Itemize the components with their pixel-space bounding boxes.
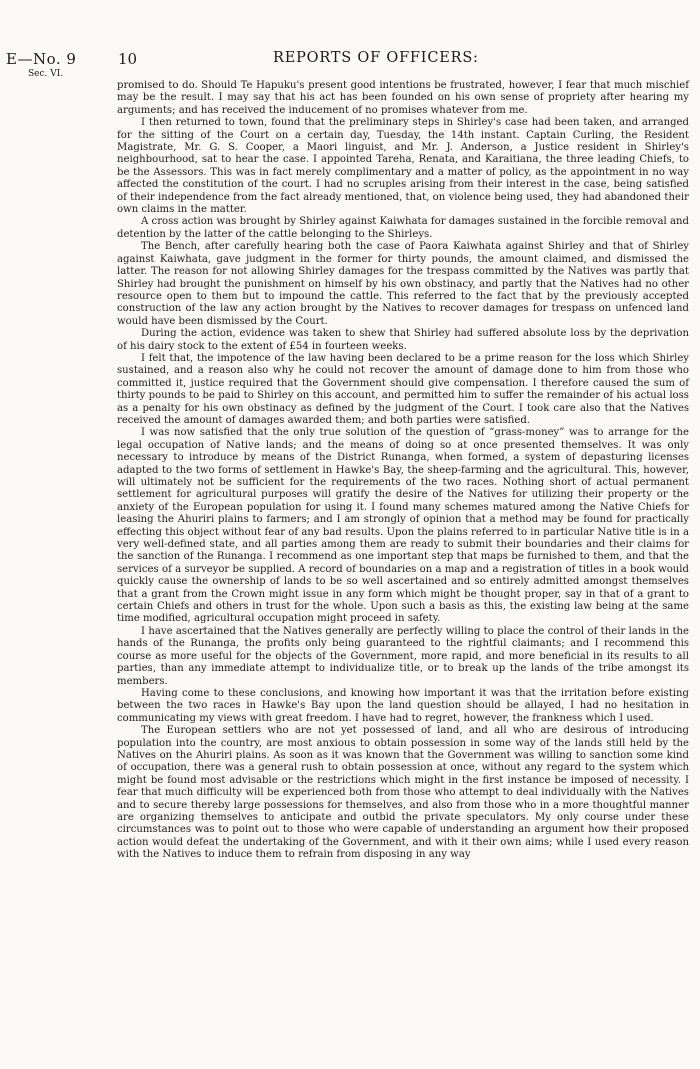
paragraph: Having come to these conclusions, and knowing how important it was that the irritation before existing between the two races in Hawke's Bay upon the land question should be allayed, I had no hesitation in communicating my views with great freedom. I have had to regret, however, the frankness which I used. xyxy=(117,687,689,724)
section-reference: Sec. VI. xyxy=(28,69,64,79)
running-title: REPORTS OF OFFICERS: xyxy=(273,50,479,66)
paragraph: The Bench, after carefully hearing both the case of Paora Kaiwhata against Shirley and that of Shirley against Kaiwhata, gave judgment in the former for thirty pounds, the amount claimed, and dismissed the latter. The reason for not allowing Shirley damages for the trespass committed by the Natives was partly that Shirley had brought the punishment on himself by his own obstinacy, and partly that the Natives had no other resource open to them but to impound the cattle. This referred to the fact that by the previously accepted construction of the law any action brought by the Natives to recover damages for trespass on unfenced land would have been dismissed by the Court. xyxy=(117,241,689,327)
document-reference: E—No. 9 xyxy=(6,50,77,68)
paragraph: I was now satisfied that the only true solution of the question of “grass-money” was to arrange for the legal occupation of Native lands; and the means of doing so at once presented themselves. It was only necessary to introduce by means of the District Runanga, when formed, a system of depasturing licenses adapted to the two forms of settlement in Hawke's Bay, the sheep-farming and the agricultural. This, however, will ultimately not be sufficient for the requirements of the two races. Nothing short of actual permanent settlement for agricultural purposes will gratify the desire of the Natives for utilizing their property or the anxiety of the European population for using it. I found many schemes matured among the Native Chiefs for leasing the Ahuriri plains to farmers; and I am strongly of opinion that a method may be found for practically effecting this object without fear of any bad results. Upon the plains referred to in particular Native title is in a very well-defined state, and all parties among them are ready to submit their boundaries and their claims for the sanction of the Runanga. I recommend as one important step that maps be furnished to them, and that the services of a surveyor be supplied. A record of boundaries on a map and a registration of titles in a book would quickly cause the ownership of lands to be so well ascertained and so entirely admitted amongst themselves that a grant from the Crown might issue in any form which might be thought proper, say in that of a grant to certain Chiefs and others in trust for the whole. Upon such a basis as this, the existing law being at the same time modified, agricultural occupation might proceed in safety. xyxy=(117,427,689,625)
paragraph: The European settlers who are not yet possessed of land, and all who are desirous of introducing population into the country, are most anxious to obtain possession in some way of the lands still held by the Natives on the Ahuriri plains. As soon as it was known that the Government was willing to sanction some kind of occupation, there was a general rush to obtain possession at once, without any regard to the system which might be found most advisable or the restrictions which might in the first instance be imposed of necessity. I fear that much difficulty will be experienced both from those who attempt to deal individually with the Natives and to secure thereby large possessions for themselves, and also from those who in a more thoughtful manner are organizing themselves to anticipate and outbid the private speculators. My only course under these circumstances was to point out to those who were capable of understanding an argument how their proposed action would defeat the undertaking of the Government, and with it their own aims; while I used every reason with the Natives to induce them to refrain from disposing in any way xyxy=(117,725,689,861)
page-number: 10 xyxy=(118,50,138,68)
report-body xyxy=(117,80,689,862)
paragraph: promised to do. Should Te Hapuku's present good intentions be frustrated, however, I fear that much mischief may be the result. I may say that his act has been founded on his own sense of propriety after hearing my arguments; and has received the inducement of no promises whatever from me. xyxy=(117,80,689,116)
paragraph: I then returned to town, found that the preliminary steps in Shirley's case had been taken, and arranged for the sitting of the Court on a certain day, Tuesday, the 14th instant. Captain Curling, the Resident Magistrate, Mr. G. S. Cooper, a Maori linguist, and Mr. J. Anderson, a Justice resident in Shirley's neighbourhood, sat to hear the case. I appointed Tareha, Renata, and Karaitiana, the three leading Chiefs, to be the Assessors. This was in fact merely complimentary and a matter of policy, as the appointment in no way affected the constitution of the court. I had no scruples arising from their interest in the case, being satisfied of their independence from the fact already mentioned, that, on violence being used, they had abandoned their own claims in the matter. xyxy=(117,117,689,216)
paragraph: A cross action was brought by Shirley against Kaiwhata for damages sustained in the forcible removal and detention by the latter of the cattle belonging to the Shirleys. xyxy=(117,216,689,240)
margin-reference xyxy=(6,50,86,81)
paragraph: I have ascertained that the Natives generally are perfectly willing to place the control of their lands in the hands of the Runanga, the profits only being guaranteed to the rightful claimants; and I recommend this course as more useful for the objects of the Government, more rapid, and more beneficial in its results to all parties, than any immediate attempt to individualize title, or to break up the lands of the tribe amongst its members. xyxy=(117,625,689,687)
paragraph: I felt that, the impotence of the law having been declared to be a prime reason for the loss which Shirley sustained, and a reason also why he could not recover the amount of damage done to him from those who committed it, justice required that the Government should give compensation. I therefore caused the sum of thirty pounds to be paid to Shirley on this account, and permitted him to suffer the remainder of his actual loss as a penalty for his own obstinacy as defined by the judgment of the Court. I took care also that the Natives received the amount of damages awarded them; and both parties were satisfied. xyxy=(117,352,689,426)
paragraph: During the action, evidence was taken to shew that Shirley had suffered absolute loss by the deprivation of his dairy stock to the extent of £54 in fourteen weeks. xyxy=(117,328,689,352)
